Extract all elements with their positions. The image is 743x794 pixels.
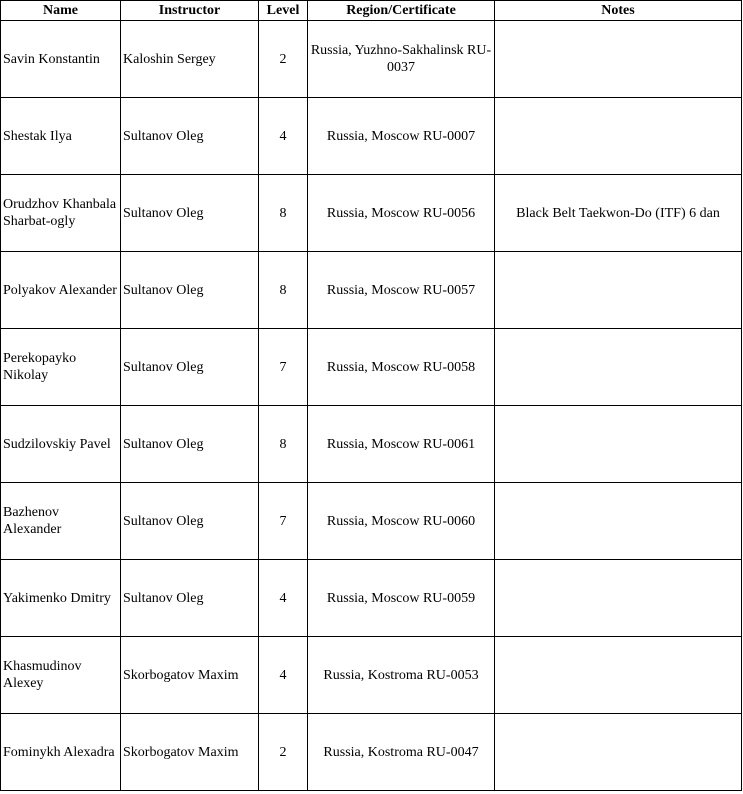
cell-name: Orudzhov Khanbala Sharbat-ogly xyxy=(1,175,121,252)
cell-instructor: Sultanov Oleg xyxy=(121,483,259,560)
table-row xyxy=(1,637,742,714)
cell-level: 8 xyxy=(259,252,308,329)
cell-instructor: Sultanov Oleg xyxy=(121,252,259,329)
table-row xyxy=(1,406,742,483)
cell-name: Perekopayko Nikolay xyxy=(1,329,121,406)
cell-name: Yakimenko Dmitry xyxy=(1,560,121,637)
cell-instructor: Sultanov Oleg xyxy=(121,560,259,637)
cell-notes xyxy=(495,21,742,98)
cell-name: Polyakov Alexander xyxy=(1,252,121,329)
cell-region-certificate: Russia, Moscow RU-0007 xyxy=(308,98,495,175)
cell-region-certificate: Russia, Moscow RU-0059 xyxy=(308,560,495,637)
header-instructor: Instructor xyxy=(121,1,259,21)
table-row xyxy=(1,252,742,329)
cell-level: 7 xyxy=(259,483,308,560)
cell-level: 2 xyxy=(259,21,308,98)
cell-instructor: Sultanov Oleg xyxy=(121,406,259,483)
cell-notes xyxy=(495,714,742,791)
cell-name: Savin Konstantin xyxy=(1,21,121,98)
cell-instructor: Skorbogatov Maxim xyxy=(121,637,259,714)
cell-level: 4 xyxy=(259,637,308,714)
table-row xyxy=(1,98,742,175)
table-row xyxy=(1,175,742,252)
table-row xyxy=(1,714,742,791)
cell-level: 4 xyxy=(259,98,308,175)
cell-level: 2 xyxy=(259,714,308,791)
table-body xyxy=(1,21,742,791)
cell-instructor: Sultanov Oleg xyxy=(121,98,259,175)
cell-level: 7 xyxy=(259,329,308,406)
cell-notes xyxy=(495,406,742,483)
header-notes: Notes xyxy=(495,1,742,21)
cell-region-certificate: Russia, Moscow RU-0061 xyxy=(308,406,495,483)
cell-region-certificate: Russia, Moscow RU-0056 xyxy=(308,175,495,252)
header-level: Level xyxy=(259,1,308,21)
cell-notes: Black Belt Taekwon-Do (ITF) 6 dan xyxy=(495,175,742,252)
cell-name: Sudzilovskiy Pavel xyxy=(1,406,121,483)
cell-name: Khasmudinov Alexey xyxy=(1,637,121,714)
header-name: Name xyxy=(1,1,121,21)
cell-region-certificate: Russia, Moscow RU-0057 xyxy=(308,252,495,329)
cell-instructor: Kaloshin Sergey xyxy=(121,21,259,98)
cell-level: 8 xyxy=(259,406,308,483)
cell-level: 4 xyxy=(259,560,308,637)
table-row xyxy=(1,483,742,560)
cell-notes xyxy=(495,329,742,406)
cell-notes xyxy=(495,560,742,637)
cell-notes xyxy=(495,98,742,175)
cell-region-certificate: Russia, Yuzhno-Sakhalinsk RU-0037 xyxy=(308,21,495,98)
cell-name: Fominykh Alexadra xyxy=(1,714,121,791)
cell-instructor: Sultanov Oleg xyxy=(121,175,259,252)
cell-instructor: Sultanov Oleg xyxy=(121,329,259,406)
header-row xyxy=(1,1,742,21)
header-region-certificate: Region/Certificate xyxy=(308,1,495,21)
cell-region-certificate: Russia, Moscow RU-0060 xyxy=(308,483,495,560)
cell-name: Bazhenov Alexander xyxy=(1,483,121,560)
table-row xyxy=(1,560,742,637)
cell-notes xyxy=(495,252,742,329)
cell-name: Shestak Ilya xyxy=(1,98,121,175)
cell-level: 8 xyxy=(259,175,308,252)
cell-notes xyxy=(495,637,742,714)
table-header xyxy=(1,1,742,21)
cell-region-certificate: Russia, Moscow RU-0058 xyxy=(308,329,495,406)
table-row xyxy=(1,21,742,98)
table-row xyxy=(1,329,742,406)
cell-region-certificate: Russia, Kostroma RU-0053 xyxy=(308,637,495,714)
cell-instructor: Skorbogatov Maxim xyxy=(121,714,259,791)
cell-notes xyxy=(495,483,742,560)
cell-region-certificate: Russia, Kostroma RU-0047 xyxy=(308,714,495,791)
